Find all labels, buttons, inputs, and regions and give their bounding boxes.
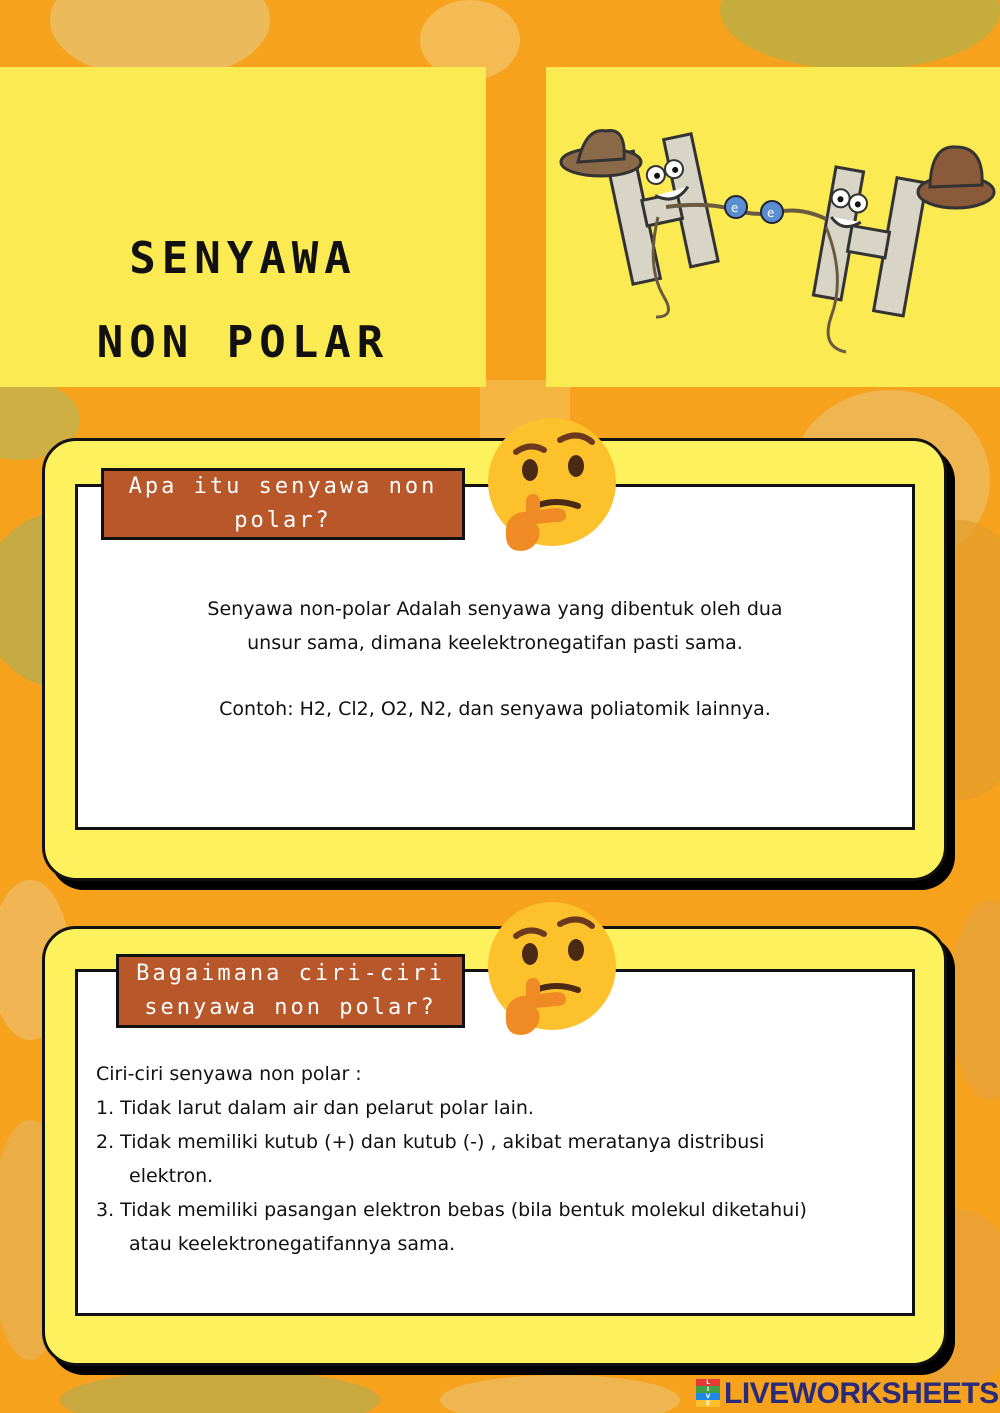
list-item-continuation: atau keelektronegatifannya sama. [129,1233,456,1255]
list-item-continuation: elektron. [129,1165,214,1187]
section-2-heading [116,954,465,1028]
section-2-heading-line-1: Bagaimana ciri-ciri [136,961,445,986]
section-1-heading-line-1: Apa itu senyawa non [128,474,438,499]
hydrogen-cartoon-icon [546,67,1000,387]
page-title [0,217,486,385]
section-1-paragraph [110,592,880,660]
section-1-paragraph-line-1: Senyawa non-polar Adalah senyawa yang dibentuk oleh dua [207,598,783,620]
badge-letter: I [696,1386,720,1393]
section-1-paragraph-line-2: unsur sama, dimana keelektronegatifan pasti sama. [247,632,743,654]
section-2-heading-line-2: senyawa non polar? [144,995,437,1020]
liveworksheets-watermark [696,1376,999,1412]
title-panel [0,67,486,387]
electron-label-1: e [731,201,739,215]
badge-letter: L [696,1379,720,1386]
list-item: 3. Tidak memiliki pasangan elektron bebas (bila bentuk molekul diketahui) [96,1199,807,1221]
title-line-2: NON POLAR [96,317,390,368]
electron-label-2: e [767,206,775,220]
list-item: 1. Tidak larut dalam air dan pelarut polar lain. [96,1097,534,1119]
section-1-example: Contoh: H2, Cl2, O2, N2, dan senyawa poliatomik lainnya. [219,698,771,720]
thinking-face-icon [486,416,618,556]
section-2-intro: Ciri-ciri senyawa non polar : [96,1063,362,1085]
badge-letter: E [696,1400,720,1407]
section-2-list [96,1057,906,1261]
badge-letter: V [696,1393,720,1400]
section-1-heading [101,468,465,540]
illustration-panel [546,67,1000,387]
liveworksheets-logo-icon [696,1379,720,1409]
list-item: 2. Tidak memiliki kutub (+) dan kutub (-) , akibat meratanya distribusi [96,1131,765,1153]
watermark-text: LIVEWORKSHEETS [724,1377,999,1410]
thinking-face-icon [486,900,618,1040]
section-1-heading-line-2: polar? [234,508,332,533]
title-line-1: SENYAWA [129,233,357,284]
